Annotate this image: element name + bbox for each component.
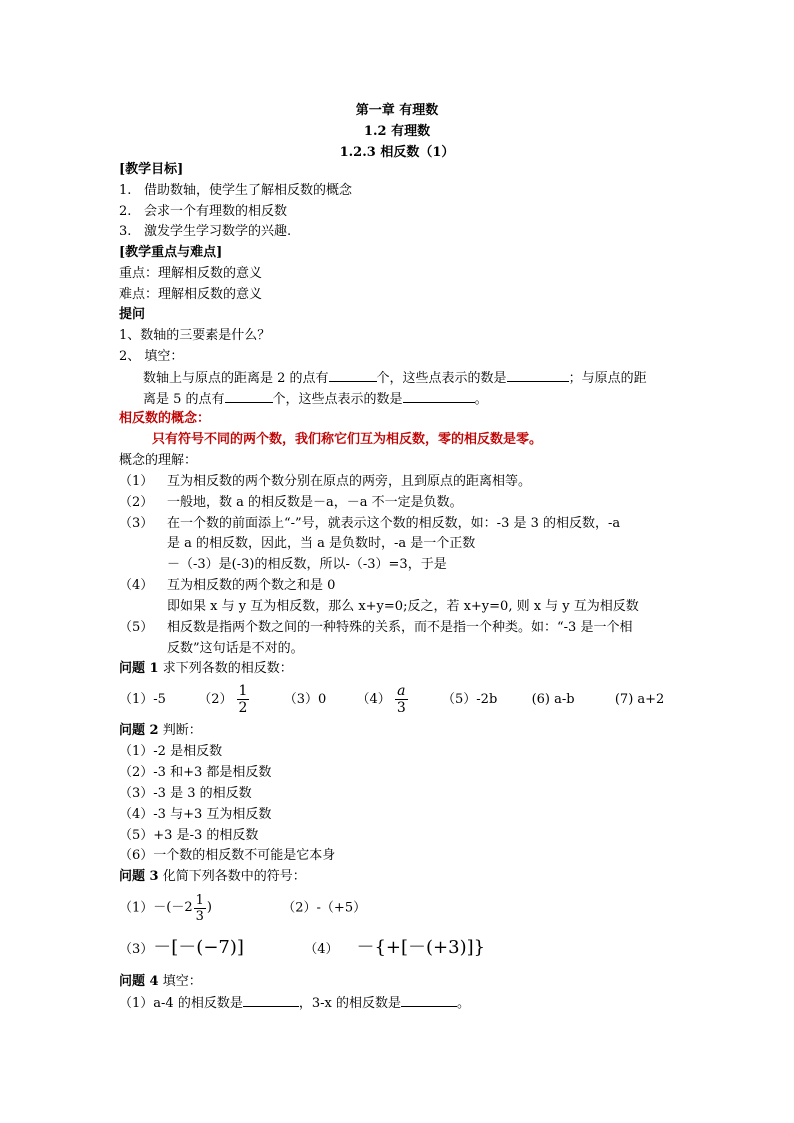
- answer-blank[interactable]: [225, 390, 273, 403]
- concept-item: （1） 互为相反数的两个数分别在原点的两旁，且到原点的距离相等。: [119, 474, 532, 489]
- problem-1-heading: 问题 1 求下列各数的相反数：: [119, 661, 293, 676]
- mixed-number-expression: －(－2 $\frac{1}{3}$ ): [153, 892, 212, 924]
- chapter-title: 第一章 有理数: [355, 103, 439, 118]
- difficult-point: 难点：理解相反数的意义: [119, 287, 263, 302]
- fraction: $\frac{a}{3}$: [396, 683, 406, 716]
- problem-2-item: （1）-2 是相反数: [119, 744, 223, 759]
- problem-1-item: （3）0: [283, 692, 327, 707]
- concept-item: （2） 一般地，数 a 的相反数是－a，－a 不一定是负数。: [119, 495, 463, 510]
- question-2-line-2: 离是 5 的点有 个，这些点表示的数是 。: [143, 392, 488, 407]
- problem-2-heading: 问题 2 判断：: [119, 723, 202, 738]
- concept-item-continued: －（-3）是(-3)的相反数，所以-（-3）=3，于是: [167, 557, 447, 572]
- goal-item: 1. 借助数轴，使学生了解相反数的概念: [119, 183, 353, 198]
- concept-item-continued: 反数”这句话是不对的。: [167, 641, 304, 656]
- problem-1-item: （4）: [356, 692, 391, 707]
- question-1: 1、数轴的三要素是什么？: [119, 328, 271, 343]
- problem-4-heading: 问题 4 填空：: [119, 974, 202, 989]
- problem-1-items: [119, 680, 679, 720]
- problem-2-item: （2）-3 和+3 都是相反数: [119, 765, 272, 780]
- answer-blank[interactable]: [243, 994, 299, 1007]
- concept-item-continued: 是 a 的相反数，因此，当 a 是负数时，-a 是一个正数: [167, 536, 476, 551]
- problem-1-item: （5）-2b: [442, 692, 498, 707]
- bracket-expression: －[－(−7)]: [153, 937, 244, 958]
- questions-heading: 提问: [119, 307, 146, 322]
- bracket-expression: －{+[－(+3)]}: [356, 937, 486, 958]
- problem-1-item: （1）-5: [119, 692, 166, 707]
- problem-4-item: （1）a-4 的相反数是 ，3-x 的相反数是 。: [119, 996, 470, 1011]
- goal-item: 2. 会求一个有理数的相反数: [119, 204, 288, 219]
- problem-3-heading: 问题 3 化简下列各数中的符号：: [119, 869, 306, 884]
- problem-3-row-2: （3）－[－(−7)] （4） －{+[－(+3)]}: [119, 937, 486, 958]
- concept-definition: 只有符号不同的两个数，我们称它们互为相反数，零的相反数是零。: [152, 432, 543, 447]
- problem-1-item: （2）: [198, 692, 233, 707]
- problem-3-row-1: （1） －(－2 $\frac{1}{3}$ ) （2）-（+5）: [119, 888, 679, 928]
- goals-heading: [教学目标]: [119, 162, 184, 177]
- concept-heading: 相反数的概念：: [119, 411, 211, 426]
- section-title: 1.2 有理数: [363, 124, 431, 139]
- concept-item: （3） 在一个数的前面添上“-”号，就表示这个数的相反数，如：-3 是 3 的相反数，-a: [119, 516, 621, 531]
- problem-2-item: （4）-3 与+3 互为相反数: [119, 807, 272, 822]
- keypoints-heading: [教学重点与难点]: [119, 245, 223, 260]
- problem-1-item: (7) a+2: [614, 692, 665, 707]
- concept-understanding-label: 概念的理解：: [119, 453, 198, 468]
- key-point: 重点：理解相反数的意义: [119, 266, 263, 281]
- fraction: $\frac{1}{2}$: [238, 683, 248, 716]
- problem-2-item: （3）-3 是 3 的相反数: [119, 786, 252, 801]
- question-2: 2、 填空：: [119, 349, 184, 364]
- concept-item-continued: 即如果 x 与 y 互为相反数，那么 x+y=0;反之，若 x+y=0, 则 x 与 y 互为相反数: [167, 599, 639, 614]
- problem-2-item: （5）+3 是-3 的相反数: [119, 828, 259, 843]
- problem-2-item: （6）一个数的相反数不可能是它本身: [119, 848, 336, 863]
- question-2-line-1: 数轴上与原点的距离是 2 的点有 个，这些点表示的数是 ；与原点的距: [143, 371, 647, 386]
- goal-item: 3. 激发学生学习数学的兴趣.: [119, 224, 292, 239]
- concept-item: （5） 相反数是指两个数之间的一种特殊的关系，而不是指一个种类。如：“-3 是一个相: [119, 620, 633, 635]
- problem-1-item: (6) a-b: [531, 692, 575, 707]
- fraction: $\frac{1}{3}$: [195, 892, 204, 924]
- answer-blank[interactable]: [401, 994, 457, 1007]
- subsection-title: 1.2.3 相反数（1）: [339, 145, 455, 160]
- concept-item: （4） 互为相反数的两个数之和是 0: [119, 578, 336, 593]
- answer-blank[interactable]: [507, 369, 569, 382]
- answer-blank[interactable]: [329, 369, 377, 382]
- answer-blank[interactable]: [403, 390, 475, 403]
